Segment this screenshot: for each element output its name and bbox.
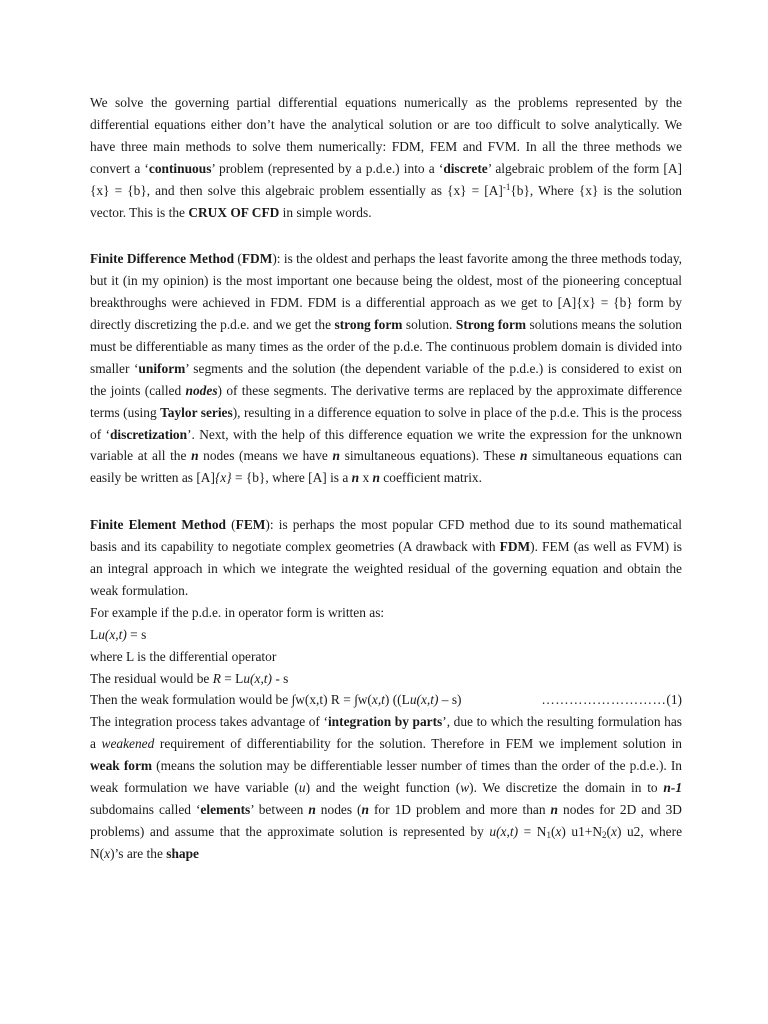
fem-integration-paragraph: The integration process takes advantage of ‘integration by parts’, due to which the resulting formulation has a weakened requirement of differentiability for the solution. Therefore in FEM we implement solution in weak form (means the solution may be differentiable lesser number of times than the order of the p.d.e.). In weak formulation we have variable (u) and the weight function (w). We discretize the domain in to n-1 subdomains called ‘elements’ between n nodes (n for 1D problem and more than n nodes for 2D and 3D problems) and assume that the approximate solution is represented by $u(x,t) = N_1(x)$ $u1+N_2(x)$ u2, where N(x)’s are the shape xyxy=(90,714,683,861)
fdm-paragraph: Finite Difference Method (FDM): is the oldest and perhaps the least favorite among the three methods today, but it (in my opinion) is the most important one because being the oldest, most of the pioneering conceptual breakthroughs were achieved in FDM. FDM is a differential approach as we get to [A]{x} = {b} form by directly discretizing the p.d.e. and we get the strong form solution. Strong form solutions means the solution must be differentiable as many times as the order of the p.d.e. The continuous problem domain is divided into smaller ‘uniform’ segments and the solution (the dependent variable of the p.d.e.) is considered to exist on the joints (called nodes) of these segments. The derivative terms are replaced by the approximate difference terms (using Taylor series), resulting in a difference equation to solve in place of the p.d.e. This is the process of ‘discretization’. Next, with the help of this difference equation we write the expression for the unknown variable at all the n nodes (means we have n simultaneous equations). These n simultaneous equations can easily be written as [A]{x} = {b}, where [A] is a n x n coefficient matrix. xyxy=(90,251,683,486)
fem-paragraph: Finite Element Method (FEM): is perhaps the most popular CFD method due to its sound mathematical basis and its capability to negotiate complex geometries (A drawback with FDM). FEM (as well as FVM) is an integral approach in which we integrate the weighted residual of the governing equation and obtain the weak formulation. xyxy=(90,517,683,598)
fem-weak-formulation-line: Then the weak formulation would be ∫w(x,t) R = ∫w(x,t) ((Lu(x,t) – s) ………………………(1) xyxy=(90,692,682,708)
fem-heading: Finite Element Method xyxy=(90,517,227,533)
fem-where-line: where L is the differential operator xyxy=(90,648,277,664)
fem-example-line: For example if the p.d.e. in operator form is written as: xyxy=(90,604,385,620)
fem-residual-line: The residual would be R = Lu(x,t) - s xyxy=(90,670,289,686)
intro-paragraph: We solve the governing partial differential equations numerically as the problems represented by the differential equations either don’t have the analytical solution or are too difficult to solve analytically. We have three main methods to solve them numerically: FDM, FEM and FVM. In all the three methods we convert a ‘continuous’ problem (represented by a p.d.e.) into a ‘discrete’ algebraic problem of the form [A]{x} = {b}, and then solve this algebraic problem essentially as $\{x\} = [A]^{-1}\{b\}$, Where {x} is the solution vector. This is the CRUX OF CFD in simple words. xyxy=(90,95,682,220)
fem-equation-line: Lu(x,t) = s xyxy=(90,626,147,642)
fdm-heading: Finite Difference Method xyxy=(90,251,235,267)
